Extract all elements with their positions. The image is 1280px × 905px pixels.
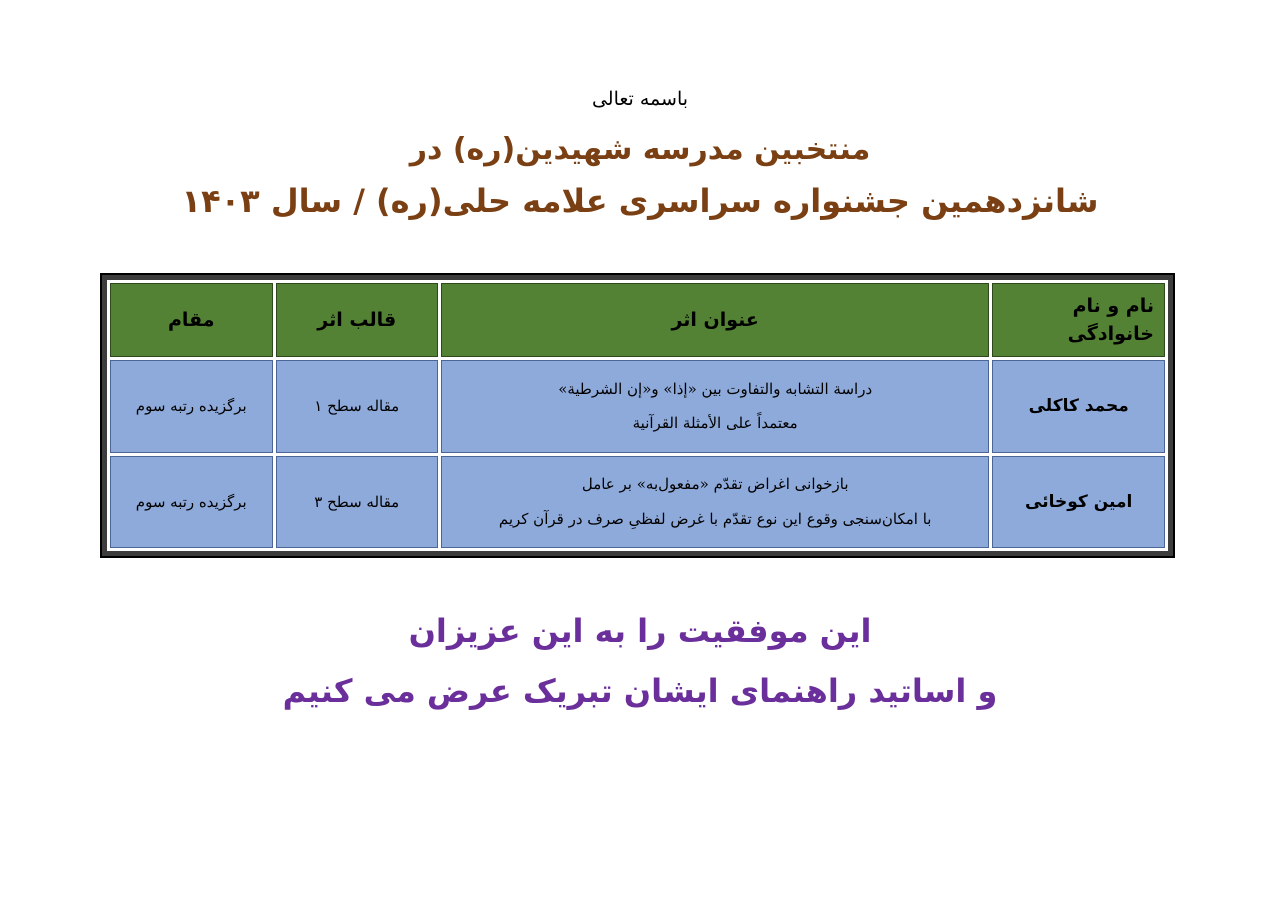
congratulations-line-2: و اساتید راهنمای ایشان تبریک عرض می کنیم — [282, 672, 998, 710]
invocation-text: باسمه تعالی — [591, 88, 689, 110]
cell-name: محمد کاکلی — [992, 360, 1165, 453]
cell-title — [441, 456, 989, 549]
results-table-frame — [100, 273, 1175, 558]
column-header-format: قالب اثر — [276, 283, 438, 357]
cell-title-line-1: دراسة التشابه والتفاوت بين «إذا» و«إن الشرطية» — [558, 379, 873, 398]
cell-rank: برگزیده رتبه سوم — [110, 360, 273, 453]
page-title-line-1: منتخبین مدرسه شهیدین(ره) در — [409, 132, 871, 167]
cell-name: امین کوخائی — [992, 456, 1165, 549]
results-table — [107, 280, 1168, 551]
cell-format: مقاله سطح ۳ — [276, 456, 438, 549]
table-header-row — [110, 283, 1165, 357]
column-header-rank: مقام — [110, 283, 273, 357]
column-header-title: عنوان اثر — [441, 283, 989, 357]
cell-title-line-2: با امکان‌سنجی وقوع این نوع تقدّم با غرض لفظیِ صرف در قرآن کریم — [498, 509, 932, 528]
congratulations-line-1: این موفقیت را به این عزیزان — [408, 612, 872, 650]
page-title-line-2: شانزدهمین جشنواره سراسری علامه حلی(ره) / سال ۱۴۰۳ — [181, 182, 1099, 220]
cell-rank: برگزیده رتبه سوم — [110, 456, 273, 549]
table-row — [110, 456, 1165, 549]
cell-title — [441, 360, 989, 453]
cell-title-line-1: بازخوانی اغراض تقدّم «مفعول‌به» بر عامل — [581, 475, 849, 494]
cell-format: مقاله سطح ۱ — [276, 360, 438, 453]
cell-title-line-2: معتمداً على الأمثلة القرآنية — [632, 414, 798, 433]
table-row — [110, 360, 1165, 453]
column-header-name: نام و نام خانوادگی — [992, 283, 1165, 357]
